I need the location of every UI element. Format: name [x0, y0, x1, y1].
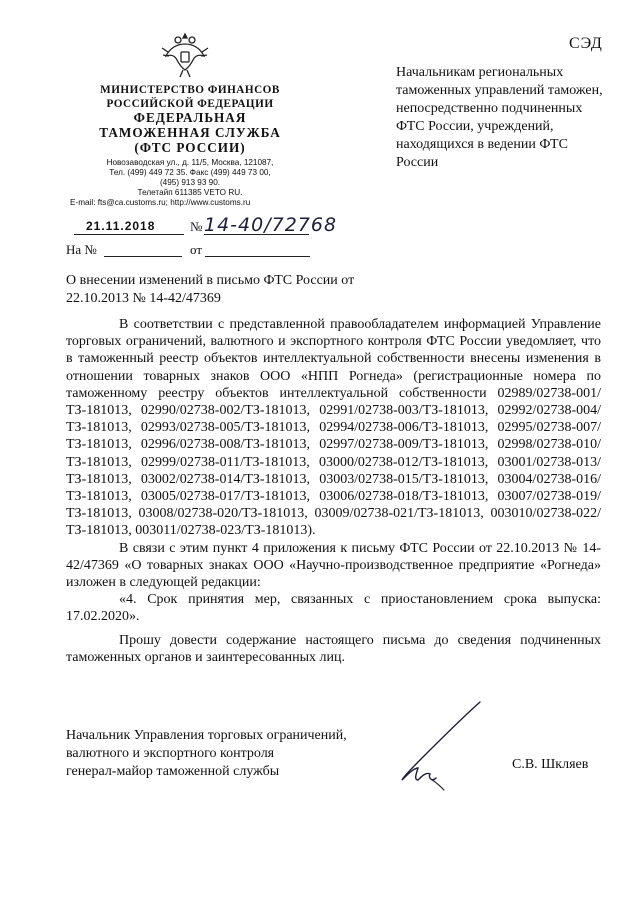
handwritten-signature — [392, 698, 492, 798]
email-line: E-mail: fts@ca.customs.ru; http://www.customs.ru — [70, 198, 251, 207]
double-headed-eagle-emblem-icon — [160, 30, 210, 80]
number-underline — [204, 234, 309, 235]
service-line-3: (ФТС РОССИИ) — [134, 140, 246, 155]
service-name — [70, 110, 310, 155]
contact-block — [70, 158, 310, 198]
service-line-2: ТАМОЖЕННАЯ СЛУЖБА — [99, 125, 281, 140]
teletype-line: Телетайп 611385 VETO RU. — [137, 188, 243, 197]
registration-date: 21.11.2018 — [86, 219, 156, 233]
signer-position-line-2: валютного и экспортного контроля — [66, 746, 275, 761]
from-label: от — [190, 242, 203, 257]
registration-number: 14-40/72768 — [204, 214, 338, 236]
phone-line-2: (495) 913 93 90. — [159, 178, 221, 187]
signer-position-line-3: генерал-майор таможенной службы — [66, 764, 280, 779]
signer-position — [66, 727, 396, 781]
signer-position-line-1: Начальник Управления торговых ограничений, — [66, 728, 347, 743]
ministry-line-2: РОССИЙСКОЙ ФЕДЕРАЦИИ — [106, 98, 274, 110]
letter-body — [66, 316, 601, 666]
ministry-line-1: МИНИСТЕРСТВО ФИНАНСОВ — [100, 84, 280, 96]
from-underline — [205, 256, 310, 257]
body-paragraph-4: Прошу довести содержание настоящего письма до сведения подчиненных таможенных органов и заинтересованных лиц. — [66, 632, 601, 665]
letter-subject: О внесении изменений в письмо ФТС России от 22.10.2013 № 14-42/47369 — [66, 273, 355, 306]
body-paragraph-3: «4. Срок принятия мер, связанных с приостановлением срока выпуска: 17.02.2020». — [66, 592, 601, 625]
service-line-1: ФЕДЕРАЛЬНАЯ — [133, 110, 247, 125]
ministry-name — [70, 83, 310, 111]
date-underline — [74, 234, 184, 235]
addressee: Начальникам региональных таможенных управлений таможен, непосредственно подчиненных ФТС России, учреждений, находящихся в ведении ФТС России — [396, 65, 603, 170]
number-label: № — [190, 219, 203, 234]
sed-mark: СЭД — [569, 35, 603, 52]
signer-name: С.В. Шкляев — [512, 757, 589, 772]
phone-line: Тел. (499) 449 72 35. Факс (499) 449 73 00, — [109, 168, 271, 177]
body-paragraph-1: В соответствии с представленной правообладателем информацией Управление торговых ограничений, валютного и экспортного контроля ФТС России уведомляет, что в таможенный реестр объектов интеллектуальной собственности внесены изменения в отношении товарных знаков ООО «НПП Рогнеда» (регистрационные номера по таможенному реестру объектов интеллектуальной собственности 02989/02738-001/ТЗ-181013, 02990/02738-002/ТЗ-181013, 02991/02738-003/ТЗ-181013, 02992/02738-004/ТЗ-181013, 02993/02738-005/ТЗ-181013, 02994/02738-006/ТЗ-181013, 02995/02738-007/ТЗ-181013, 02996/02738-008/ТЗ-181013, 02997/02738-009/ТЗ-181013, 02998/02738-010/ТЗ-181013, 02999/02738-011/ТЗ-181013, 03000/02738-012/ТЗ-181013, 03001/02738-013/ТЗ-181013, 03002/02738-014/ТЗ-181013, 03003/02738-015/ТЗ-181013, 03004/02738-016/ТЗ-181013, 03005/02738-017/ТЗ-181013, 03006/02738-018/ТЗ-181013, 03007/02738-019/ТЗ-181013, 03008/02738-020/ТЗ-181013, 03009/02738-021/ТЗ-181013, 003010/02738-022/ТЗ-181013, 003011/02738-023/ТЗ-181013). — [66, 317, 601, 539]
address-line: Новозаводская ул., д. 11/5, Москва, 121087, — [106, 158, 274, 167]
on-number-label: На № — [66, 242, 97, 257]
on-number-underline — [104, 256, 182, 257]
body-paragraph-2: В связи с этим пункт 4 приложения к письму ФТС России от 22.10.2013 № 14-42/47369 «О товарных знаках ООО «Научно-производственное предприятие «Рогнеда» изложен в следующей редакции: — [66, 540, 601, 591]
